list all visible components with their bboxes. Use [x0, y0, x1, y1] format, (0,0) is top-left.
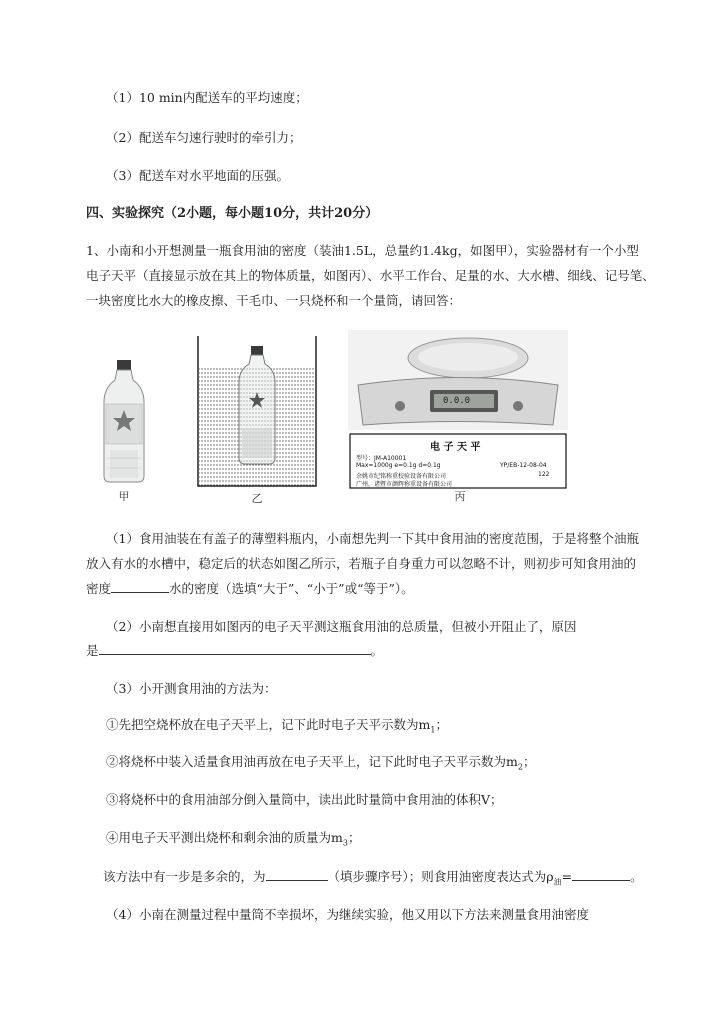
redundant-step-line: 该方法中有一步是多余的，为 （填步骤序号）；则食用油密度表达式为$\rho_油=$ 。 — [103, 869, 643, 887]
scale-button — [513, 401, 523, 411]
sub-question-2-line: （2）小南想直接用如图丙的电子天平测这瓶食用油的总质量，但被小开阻止了，原因 — [106, 619, 577, 634]
problem-intro-line: 电子天平（直接显示放在其上的物体质量，如图丙）、水平工作台、足量的水、大水槽、细线、记号笔、 — [86, 268, 655, 283]
sub-question-4-line: （4）小南在测量过程中量筒不幸损坏，为继续实验，他又用以下方法来测量食用油密度 — [106, 907, 589, 922]
scale-pan-inner — [418, 343, 518, 371]
sub-question-1-line — [86, 580, 414, 598]
caption-yi: 乙 — [251, 492, 263, 505]
bottle-cap — [251, 346, 263, 355]
oil-bottle-figure — [100, 358, 148, 484]
method-step-1: ①先把空烧杯放在电子天平上，记下此时电子天平示数为$m_1$； — [106, 717, 448, 735]
sub-question-2-text: 是 — [86, 643, 99, 658]
bottle-lower — [110, 450, 138, 478]
method-step-3: ③将烧杯中的食用油部分倒入量筒中，读出此时量筒中食用油的体积V； — [106, 792, 503, 807]
caption-bing: 丙 — [454, 490, 466, 503]
nameplate-title: 电 子 天 平 — [430, 442, 481, 453]
answer-blank-density[interactable] — [111, 580, 169, 593]
answer-blank-step[interactable] — [266, 868, 328, 881]
nameplate-spec: Max=1000g e=0.1g d=0.1g — [356, 462, 441, 469]
method-step-2: ②将烧杯中装入适量食用油再放在电子天平上，记下此时电子天平示数为$m_2$； — [106, 754, 536, 772]
sub-question-1-line: 放入有水的水槽中，稳定后的状态如图乙所示，若瓶子自身重力可以忽略不计，则初步可知食用油的 — [86, 556, 637, 571]
section-heading: 四、实验探究（2小题，每小题10分，共计20分） — [86, 206, 379, 221]
question-pressure: （3）配送车对水平地面的压强。 — [106, 168, 289, 183]
bottle-cap — [117, 360, 131, 370]
question-speed: （1）10 min内配送车的平均速度； — [106, 90, 308, 105]
problem-intro-line: 1、小南和小开想测量一瓶食用油的密度（装油1.5L，总量约1.4kg，如图甲），实验器材有一个小型 — [86, 243, 639, 258]
sub-question-3-title: （3）小开测食用油的方法为： — [106, 681, 277, 696]
nameplate-model: 型号：JM-A10001 — [356, 455, 407, 462]
bottle-lower — [242, 428, 272, 458]
sub-question-2-text: 。 — [370, 643, 384, 658]
nameplate-number: 122 — [538, 471, 550, 478]
answer-blank-expression[interactable] — [572, 868, 630, 881]
sub-question-1-text: 水的密度（选填“大于”、“小于”或“等于”）。 — [169, 581, 414, 596]
nameplate-code: YP/EB-12-08-04 — [500, 462, 547, 469]
nameplate-maker: 余姚市纪铭称重校验设备有限公司 — [356, 473, 447, 480]
answer-blank-reason[interactable] — [99, 642, 371, 655]
method-step-4: ④用电子天平测出烧杯和剩余油的质量为$m_3$； — [106, 830, 361, 848]
scale-button — [395, 401, 405, 411]
caption-jia: 甲 — [118, 490, 130, 503]
nameplate-maker: 广州，诸暨市颜辉称重设备有限公司 — [356, 481, 453, 488]
problem-intro-line: 一块密度比水大的橡皮擦、干毛巾、一只烧杯和一个量筒，请回答： — [86, 293, 462, 308]
sub-question-2-line — [86, 642, 383, 660]
scale-readout: 0.0.0 — [443, 396, 471, 406]
sub-question-1-line: （1）食用油装在有盖子的薄塑料瓶内，小南想先判一下其中食用油的密度范围，于是将整个油瓶 — [106, 531, 639, 546]
water-tank-figure — [195, 336, 319, 488]
sub-question-1-text: 密度 — [86, 581, 112, 596]
electronic-scale-figure — [348, 330, 568, 490]
question-force: （2）配送车匀速行驶时的牵引力； — [106, 130, 302, 145]
